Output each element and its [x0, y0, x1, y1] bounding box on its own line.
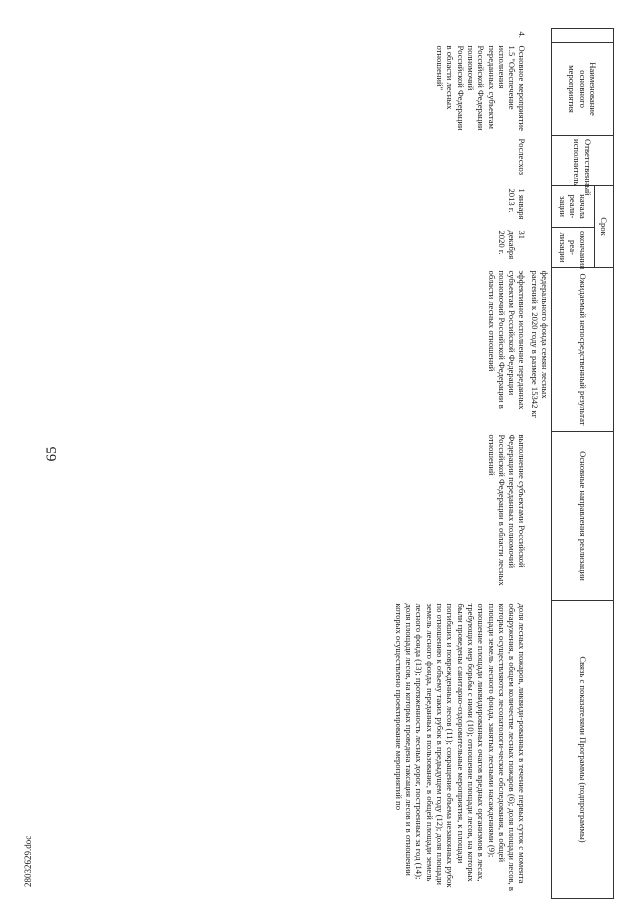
- row-result: эффективное исполнение переданных субъектам Российской Федерации полномочий Российской Федерации в области лесных отношений: [486, 270, 528, 410]
- header-row-1: [595, 29, 614, 899]
- header-term: Срок: [595, 186, 614, 268]
- header-directions: Основные направления реализации: [552, 432, 614, 601]
- table-row: [393, 29, 529, 899]
- header-result: Ожидаемый непосредственный результат: [552, 268, 614, 432]
- rotated-table-area: [54, 28, 614, 898]
- continuation-row: [528, 29, 551, 899]
- header-link: Связь с показателями Программы (подпрограммы): [552, 601, 614, 899]
- row-directions: выполнение субъектами Российской Федерации переданных полномочий Российской Федерации в области лесных отношений: [486, 434, 528, 586]
- row-link: доля лесных пожаров, ликвиди-рованных в течение первых суток с момента обнаружения, в общем количестве лесных пожаров (6); доля площади лесов, в которых осуществляются лесопатологи-ческие обследования, в общей площади земель лесного фонда, занятых лесными насаждениями (9); отношение площади ликвидированных очагов вредных организмов в лесах, требующих мер борьбы с ними (10); отношение площади лесов, на которых были проведены санитарно-оздоровительные мероприятия, к площади погибших и поврежденных лесов (11); сокращение объема незаконных рубок по отношению к объему таких рубок в предыдущем году (12); доля площади земель лесного фонда, переданных в пользование, в общей площади земель лесного фонда (13); протяженность лесных дорог, построенных за год (14); доля площади лесов, на которых проведена таксация лесов и в отношении которых осуществлено проектирование мероприятий по: [393, 603, 528, 891]
- continuation-result: федерального фонда семян лесных растений к 2020 году в размере 15342 кг: [529, 270, 550, 419]
- row-end: 31 декабря 2020 г.: [496, 230, 528, 260]
- row-name: Основное мероприятие 1.5 "Обеспечение исполнения переданных субъектам Российской Федерации полномочий Российской Федерации в области лесных отношений": [435, 45, 528, 131]
- header-end: окончания реа-лизации: [552, 228, 595, 268]
- header-name: Наименование основного мероприятия: [552, 43, 614, 136]
- row-start: 1 января 2013 г.: [507, 188, 528, 220]
- header-number: [552, 29, 614, 43]
- program-table: [393, 28, 614, 899]
- row-responsible: Рослесхоз: [517, 138, 528, 176]
- page-number: 65: [44, 446, 60, 462]
- row-number: 4.: [517, 31, 528, 38]
- footer-code: 28032629.doc: [23, 835, 33, 887]
- header-start: начала реали-зации: [552, 186, 595, 228]
- header-responsible: Ответственный исполнитель: [552, 136, 614, 186]
